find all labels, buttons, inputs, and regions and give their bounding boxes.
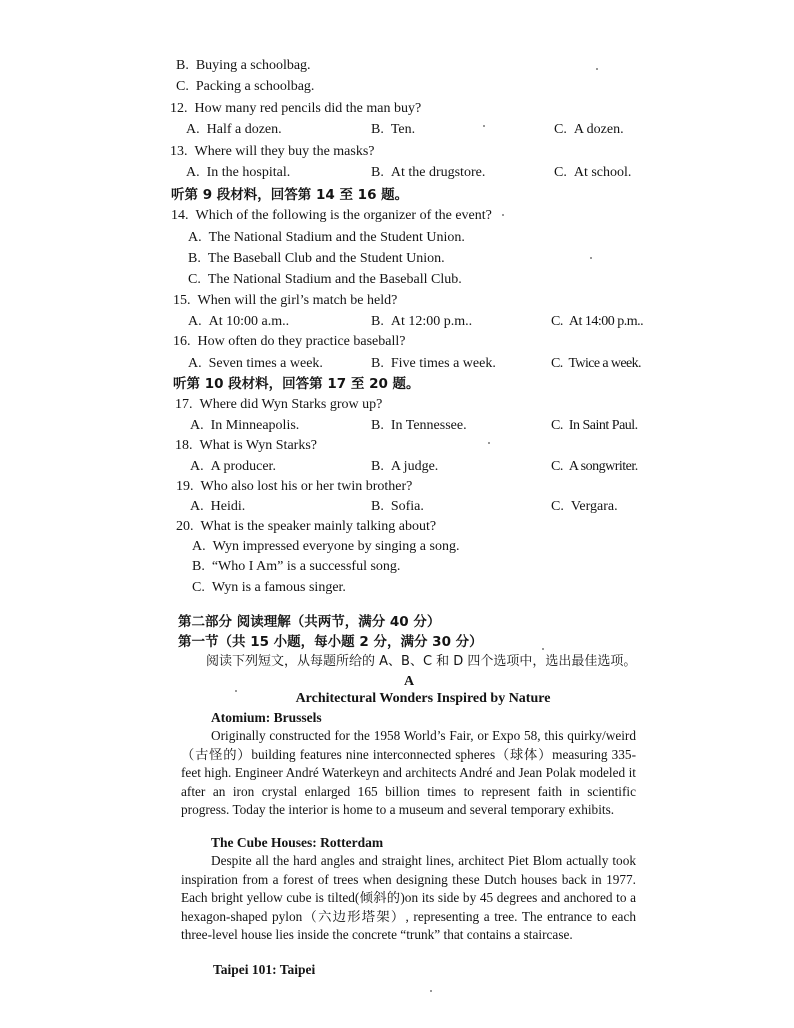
q16-option-c: C. Twice a week. — [551, 356, 641, 371]
q20-option-c: C. Wyn is a famous singer. — [192, 580, 346, 595]
scan-speck — [430, 990, 432, 992]
part-two-heading: 第二部分 阅读理解（共两节，满分 40 分） — [178, 614, 441, 630]
scan-speck — [542, 648, 544, 650]
q13-option-b: B. At the drugstore. — [371, 165, 486, 180]
q15-option-b: B. At 12:00 p.m.. — [371, 314, 473, 329]
question-12: 12. How many red pencils did the man buy? — [170, 101, 422, 116]
q14-option-a: A. The National Stadium and the Student Union. — [188, 230, 465, 245]
subheading-cube-houses: The Cube Houses: Rotterdam — [211, 835, 384, 850]
passage-letter: A — [404, 674, 415, 689]
q14-option-c: C. The National Stadium and the Baseball Club. — [188, 272, 462, 287]
q20-option-a: A. Wyn impressed everyone by singing a song. — [192, 539, 460, 554]
section-9-heading: 听第 9 段材料，回答第 14 至 16 题。 — [171, 187, 409, 203]
question-15: 15. When will the girl’s match be held? — [173, 293, 398, 308]
q11-option-b: B. Buying a schoolbag. — [176, 58, 311, 73]
q11-option-c: C. Packing a schoolbag. — [176, 79, 315, 94]
scan-speck — [590, 257, 592, 259]
q12-option-c: C. A dozen. — [554, 122, 624, 137]
q15-option-a: A. At 10:00 a.m.. — [188, 314, 290, 329]
q18-option-a: A. A producer. — [190, 459, 276, 474]
question-14: 14. Which of the following is the organizer of the event? — [171, 208, 492, 223]
q19-option-b: B. Sofia. — [371, 499, 424, 514]
q16-option-a: A. Seven times a week. — [188, 356, 323, 371]
q18-option-b: B. A judge. — [371, 459, 439, 474]
scan-speck — [483, 125, 485, 127]
subheading-taipei-101: Taipei 101: Taipei — [213, 962, 316, 977]
scan-speck — [488, 442, 490, 444]
q17-option-a: A. In Minneapolis. — [190, 418, 300, 433]
question-18: 18. What is Wyn Starks? — [175, 438, 317, 453]
q13-option-a: A. In the hospital. — [186, 165, 291, 180]
q12-option-a: A. Half a dozen. — [186, 122, 282, 137]
q17-option-b: B. In Tennessee. — [371, 418, 467, 433]
reading-instruction: 阅读下列短文，从每题所给的 A、B、C 和 D 四个选项中，选出最佳选项。 — [206, 654, 637, 669]
passage-title: Architectural Wonders Inspired by Nature — [295, 691, 551, 706]
q13-option-c: C. At school. — [554, 165, 632, 180]
scan-speck — [235, 690, 237, 692]
q16-option-b: B. Five times a week. — [371, 356, 496, 371]
q20-option-b: B. “Who I Am” is a successful song. — [192, 559, 401, 574]
q12-option-b: B. Ten. — [371, 122, 416, 137]
paragraph-cube-houses: Despite all the hard angles and straight lines, architect Piet Blom actually took inspiration from a forest of trees when designing these Dutch houses back in 1977. Each bright yellow cube is tilted(倾斜的)on its side by 45 degrees and anchored to a hexagon-shaped pylon（六边形塔架）, representing a tree. The entrance to each three-level house lies inside the concrete “trunk” that contains a staircase. — [181, 853, 636, 943]
section-10-heading: 听第 10 段材料，回答第 17 至 20 题。 — [173, 376, 420, 392]
paragraph-atomium: Originally constructed for the 1958 World’s Fair, or Expo 58, this quirky/weird（古怪的）building features nine interconnected spheres（球体）measuring 335-feet high. Engineer André Waterkeyn and architects André and Jean Polak modeled it after an iron crystal enlarged 165 billion times to represent faith in scientific progress. Today the interior is home to a museum and several temporary exhibits. — [181, 728, 636, 818]
q19-option-a: A. Heidi. — [190, 499, 246, 514]
question-16: 16. How often do they practice baseball? — [173, 334, 406, 349]
q14-option-b: B. The Baseball Club and the Student Union. — [188, 251, 445, 266]
scan-speck — [502, 214, 504, 216]
q19-option-c: C. Vergara. — [551, 499, 618, 514]
q15-option-c: C. At 14:00 p.m.. — [551, 314, 644, 329]
q18-option-c: C. A songwriter. — [551, 459, 638, 474]
question-13: 13. Where will they buy the masks? — [170, 144, 375, 159]
section-one-heading: 第一节（共 15 小题，每小题 2 分，满分 30 分） — [178, 634, 483, 650]
scan-speck — [596, 68, 598, 70]
question-19: 19. Who also lost his or her twin brother? — [176, 479, 413, 494]
question-17: 17. Where did Wyn Starks grow up? — [175, 397, 383, 412]
subheading-atomium: Atomium: Brussels — [211, 710, 322, 725]
question-20: 20. What is the speaker mainly talking about? — [176, 519, 437, 534]
q17-option-c: C. In Saint Paul. — [551, 418, 638, 433]
